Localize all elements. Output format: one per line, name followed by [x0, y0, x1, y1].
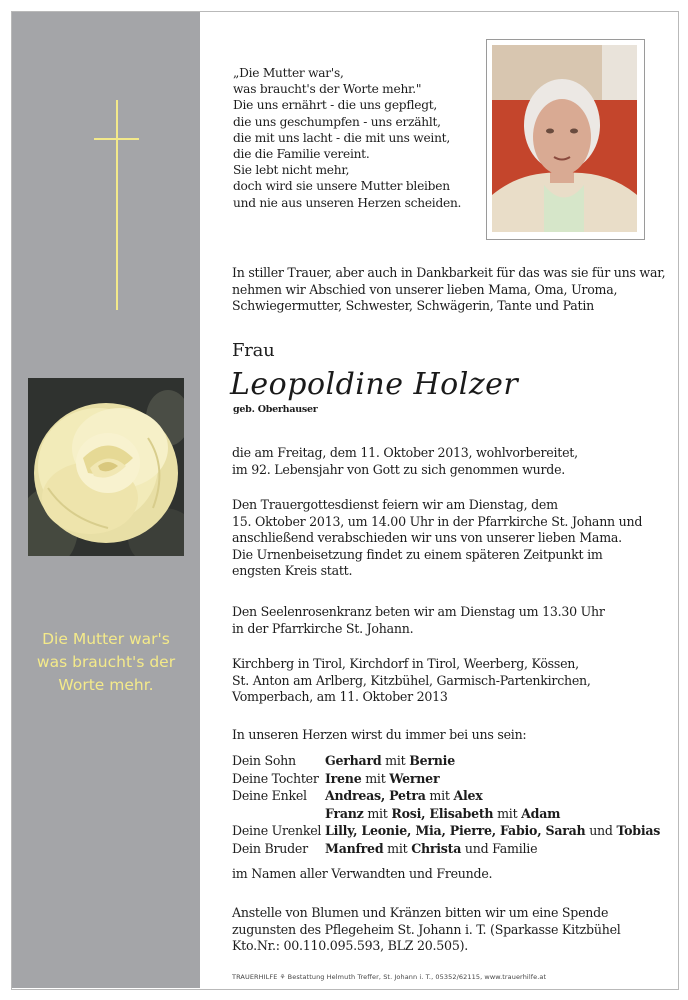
service-line: engsten Kreis statt.: [232, 563, 353, 578]
family-row: [232, 787, 660, 805]
places-paragraph: [232, 656, 591, 706]
family-member-name: Christa: [411, 840, 462, 856]
poem-line: „Die Mutter war's,: [233, 66, 344, 80]
family-connector: mit: [363, 805, 392, 821]
intro-line: Schwiegermutter, Schwester, Schwägerin, Tante und Patin: [232, 298, 594, 313]
rose-illustration: [28, 378, 184, 556]
portrait-illustration: [492, 45, 637, 232]
family-member-name: Bernie: [409, 753, 455, 768]
family-member-name: Alex: [453, 788, 483, 803]
poem-line: und nie aus unseren Herzen scheiden.: [233, 195, 462, 210]
deceased-name: Leopoldine Holzer: [230, 367, 519, 402]
family-names: [325, 752, 455, 770]
intro-line: nehmen wir Abschied von unserer lieben Mama, Oma, Uroma,: [232, 281, 618, 297]
family-member-name: Manfred: [325, 840, 384, 856]
family-member-name: Rosi, Elisabeth: [391, 805, 494, 821]
family-member-name: Werner: [389, 770, 440, 786]
rosary-paragraph: [232, 604, 605, 637]
family-row: [232, 770, 660, 788]
family-row: [232, 840, 660, 858]
family-connector: mit: [425, 788, 454, 803]
sidebar-quote: [16, 628, 196, 697]
family-connector: mit: [381, 753, 410, 768]
rose-image: [28, 378, 184, 556]
death-notice-line: im 92. Lebensjahr von Gott zu sich genommen wurde.: [232, 461, 566, 477]
family-member-name: Lilly, Leonie, Mia, Pierre, Fabio, Sarah: [325, 823, 586, 838]
family-member-name: Gerhard: [325, 753, 382, 768]
death-notice-line: die am Freitag, dem 11. Oktober 2013, wohlvorbereitet,: [232, 445, 578, 460]
places-line: Kirchberg in Tirol, Kirchdorf in Tirol, Weerberg, Kössen,: [232, 656, 579, 671]
family-row: [232, 822, 660, 840]
family-connector: und: [585, 823, 617, 838]
salutation: Frau: [232, 340, 275, 361]
family-connector: und Familie: [461, 840, 538, 856]
rosary-line: Den Seelenrosenkranz beten wir am Dienstag um 13.30 Uhr: [232, 604, 605, 619]
rosary-line: in der Pfarrkirche St. Johann.: [232, 620, 414, 636]
family-names: [325, 770, 439, 788]
poem-line: die die Familie vereint.: [233, 147, 370, 162]
family-member-name: Irene: [325, 770, 362, 786]
poem-line: die mit uns lacht - die mit uns weint,: [233, 130, 450, 145]
poem-line: die uns geschumpfen - uns erzählt,: [233, 114, 441, 129]
family-member-name: Tobias: [616, 823, 661, 838]
sidebar-quote-line: Worte mehr.: [58, 676, 154, 694]
family-names: [325, 787, 483, 805]
family-names: [325, 805, 560, 823]
family-list: [232, 752, 660, 857]
cross-icon: [116, 100, 118, 310]
portrait-photo: [486, 39, 645, 240]
service-line: Den Trauergottesdienst feiern wir am Dienstag, dem: [232, 497, 558, 512]
family-row: [232, 805, 660, 823]
service-line: anschließend verabschieden wir uns von unserer lieben Mama.: [232, 530, 622, 545]
poem-block: [233, 65, 461, 211]
family-connector: mit: [361, 770, 390, 786]
donation-paragraph: [232, 905, 621, 955]
poem-line: Sie lebt nicht mehr,: [233, 163, 350, 178]
service-paragraph: [232, 497, 642, 580]
birth-name: geb. Oberhauser: [233, 404, 318, 415]
places-line: Vomperbach, am 11. Oktober 2013: [232, 689, 448, 704]
family-relation: Deine Tochter: [232, 770, 319, 786]
donation-line: Kto.Nr.: 00.110.095.593, BLZ 20.505).: [232, 938, 468, 953]
sidebar-quote-line: was braucht's der: [36, 653, 176, 671]
death-notice: [232, 445, 578, 478]
family-names: [325, 822, 660, 840]
cross-icon-bar: [94, 138, 139, 140]
poem-line: doch wird sie unsere Mutter bleiben: [233, 179, 450, 194]
donation-line: zugunsten des Pflegeheim St. Johann i. T. (Sparkasse Kitzbühel: [232, 921, 621, 937]
intro-paragraph: [232, 265, 665, 315]
family-relation: Dein Bruder: [232, 840, 308, 856]
service-line: Die Urnenbeisetzung findet zu einem späteren Zeitpunkt im: [232, 546, 603, 562]
family-member-name: Andreas, Petra: [325, 788, 426, 803]
relatives-line: im Namen aller Verwandten und Freunde.: [232, 866, 493, 881]
family-member-name: Franz: [325, 805, 364, 821]
places-line: St. Anton am Arlberg, Kitzbühel, Garmisch-Partenkirchen,: [232, 672, 591, 688]
donation-line: Anstelle von Blumen und Kränzen bitten wir um eine Spende: [232, 905, 609, 920]
family-relation: Deine Enkel: [232, 788, 307, 803]
family-connector: mit: [493, 805, 522, 821]
family-connector: mit: [383, 840, 412, 856]
family-row: [232, 752, 660, 770]
family-relation: Deine Urenkel: [232, 823, 322, 838]
sidebar-quote-line: Die Mutter war's: [42, 630, 170, 648]
poem-line: Die uns ernährt - die uns gepflegt,: [233, 98, 438, 113]
family-names: [325, 840, 537, 858]
funeral-home-footer: TRAUERHILFE ⚘ Bestattung Helmuth Treffer, St. Johann i. T., 05352/62115, www.trauerhilfe.at: [232, 973, 547, 981]
family-relation: [232, 805, 325, 823]
intro-line: In stiller Trauer, aber auch in Dankbarkeit für das was sie für uns war,: [232, 265, 666, 280]
service-line: 15. Oktober 2013, um 14.00 Uhr in der Pfarrkirche St. Johann und: [232, 513, 643, 529]
hearts-line: In unseren Herzen wirst du immer bei uns sein:: [232, 727, 527, 742]
poem-line: was braucht's der Worte mehr.": [233, 82, 422, 97]
family-relation: Dein Sohn: [232, 753, 296, 768]
family-member-name: Adam: [521, 805, 561, 821]
